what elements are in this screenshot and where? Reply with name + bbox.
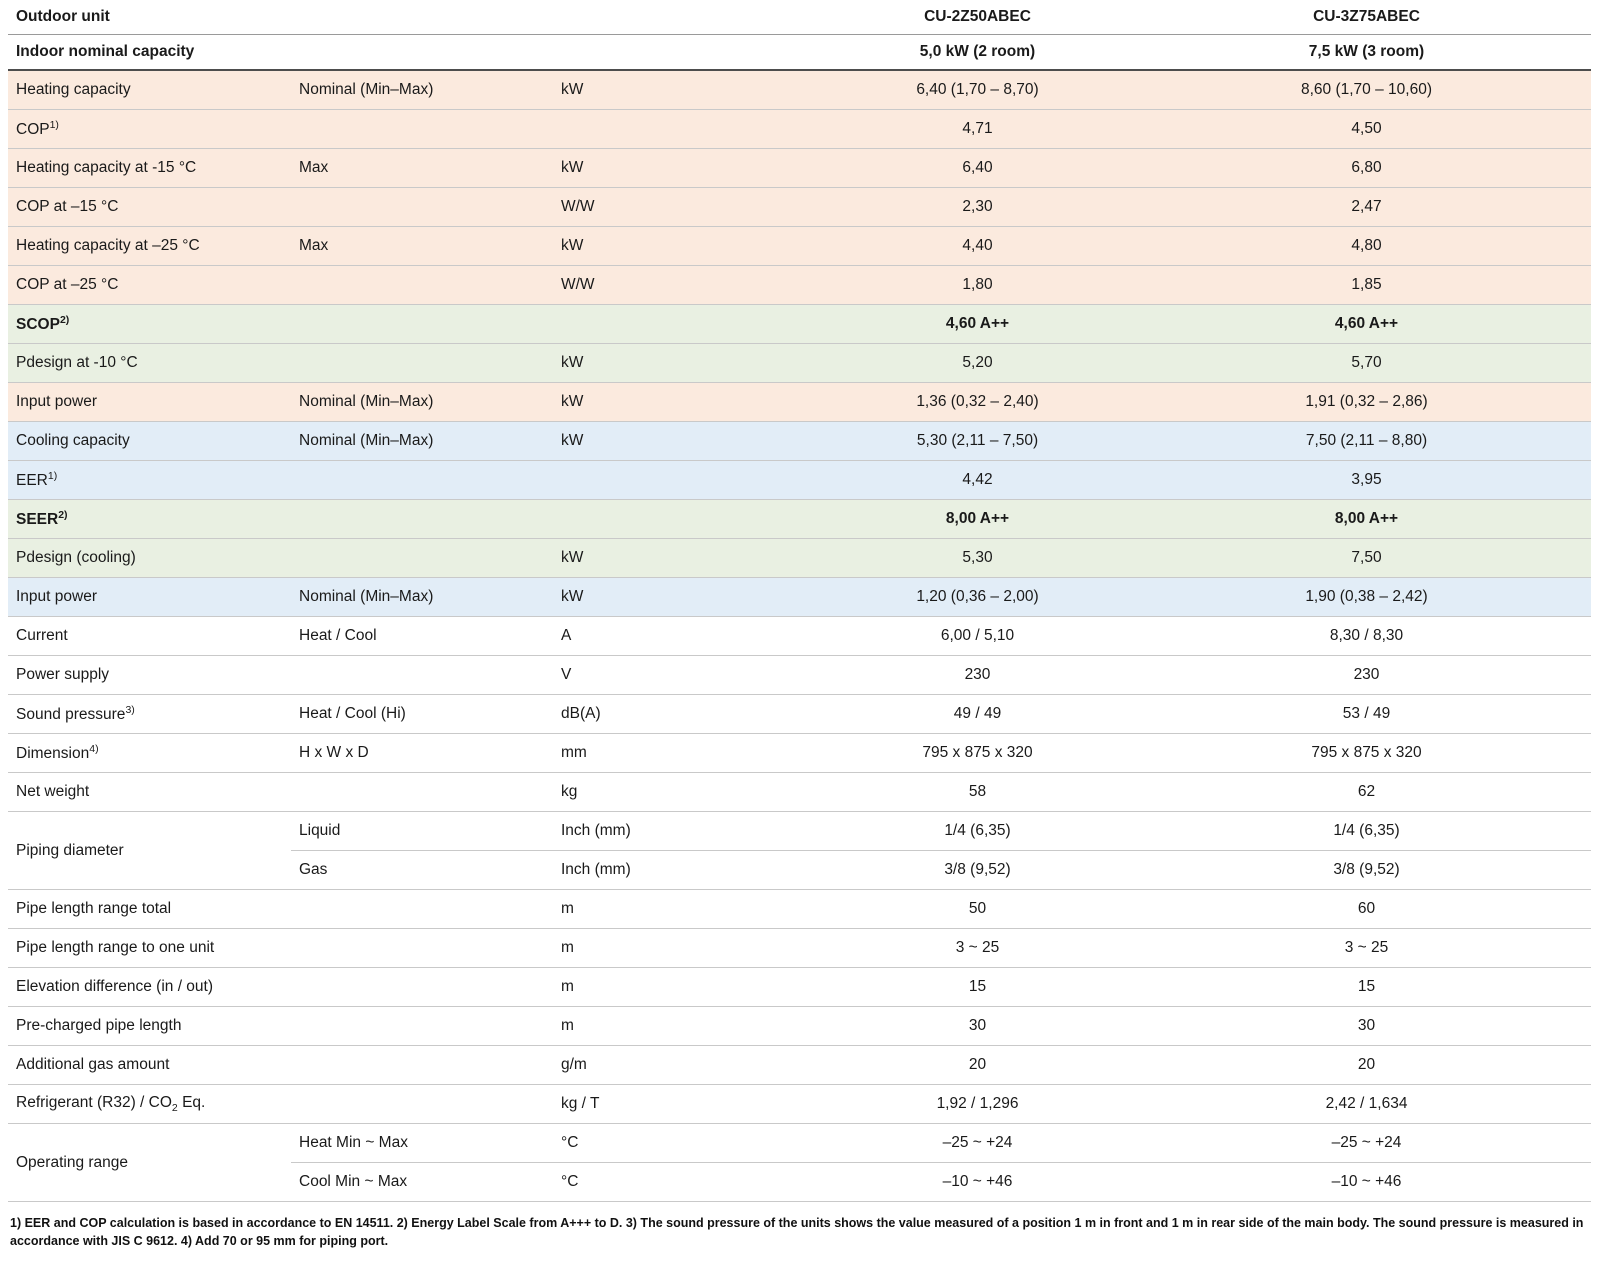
- row-label-suffix: Eq.: [177, 1093, 206, 1111]
- table-row: [8, 70, 1591, 110]
- row-value-a: 4,60 A++: [813, 305, 1138, 344]
- row-value-b: 53 / 49: [1138, 695, 1591, 734]
- row-qualifier: Gas: [291, 851, 553, 890]
- row-value-b: 1,91 (0,32 – 2,86): [1138, 383, 1591, 422]
- row-label: Pdesign at -10 °C: [8, 344, 291, 383]
- row-unit: m: [553, 968, 813, 1007]
- table-row: [8, 734, 1591, 773]
- row-qualifier: [291, 461, 553, 500]
- row-label-footnote-marker: 2): [58, 508, 68, 521]
- row-value-b: 795 x 875 x 320: [1138, 734, 1591, 773]
- row-label-cell: [8, 734, 291, 773]
- row-qualifier: [291, 110, 553, 149]
- row-value-a: 6,40 (1,70 – 8,70): [813, 70, 1138, 110]
- row-label: EER: [16, 472, 48, 490]
- row-qualifier: Max: [291, 149, 553, 188]
- table-row: [8, 461, 1591, 500]
- row-label: SEER: [16, 511, 59, 529]
- table-row: [8, 344, 1591, 383]
- row-label: Input power: [8, 578, 291, 617]
- row-value-b: 62: [1138, 773, 1591, 812]
- row-value-a: 1,36 (0,32 – 2,40): [813, 383, 1138, 422]
- row-unit: [553, 305, 813, 344]
- row-qualifier: H x W x D: [291, 734, 553, 773]
- row-unit: [553, 461, 813, 500]
- table-row: [8, 1046, 1591, 1085]
- table-row: [8, 227, 1591, 266]
- row-label: Cooling capacity: [8, 422, 291, 461]
- row-unit: m: [553, 1007, 813, 1046]
- row-label: Pipe length range to one unit: [8, 929, 291, 968]
- row-value-a: 1,80: [813, 266, 1138, 305]
- row-label-cell: [8, 110, 291, 149]
- row-unit: kW: [553, 539, 813, 578]
- header-label-indoor-capacity: Indoor nominal capacity: [8, 35, 813, 71]
- row-unit: kW: [553, 227, 813, 266]
- row-value-a: 50: [813, 890, 1138, 929]
- row-label: Net weight: [8, 773, 291, 812]
- row-value-a: 1/4 (6,35): [813, 812, 1138, 851]
- row-qualifier: [291, 656, 553, 695]
- row-qualifier: Nominal (Min–Max): [291, 422, 553, 461]
- row-value-b: –25 ~ +24: [1138, 1124, 1591, 1163]
- table-row: [8, 266, 1591, 305]
- row-value-a: 4,40: [813, 227, 1138, 266]
- table-header-row-indoor-nominal-capacity: [8, 35, 1591, 71]
- table-row: [8, 383, 1591, 422]
- row-value-a: –10 ~ +46: [813, 1163, 1138, 1202]
- row-value-a: 3 ~ 25: [813, 929, 1138, 968]
- row-unit: [553, 500, 813, 539]
- table-row: [8, 500, 1591, 539]
- row-qualifier: [291, 500, 553, 539]
- table-row: [8, 656, 1591, 695]
- row-qualifier: Nominal (Min–Max): [291, 578, 553, 617]
- row-qualifier: [291, 890, 553, 929]
- row-value-b: 20: [1138, 1046, 1591, 1085]
- row-qualifier: [291, 773, 553, 812]
- row-label-footnote-marker: 1): [47, 469, 58, 482]
- row-label: Heating capacity at –25 °C: [8, 227, 291, 266]
- row-qualifier: [291, 266, 553, 305]
- row-unit: m: [553, 929, 813, 968]
- row-qualifier: [291, 929, 553, 968]
- row-value-b: 1,85: [1138, 266, 1591, 305]
- row-label: Refrigerant (R32) / CO: [16, 1093, 172, 1111]
- row-unit: kg / T: [553, 1085, 813, 1124]
- row-value-b: 7,50 (2,11 – 8,80): [1138, 422, 1591, 461]
- table-header-row-outdoor-unit: [8, 0, 1591, 35]
- row-unit: °C: [553, 1124, 813, 1163]
- table-row: [8, 968, 1591, 1007]
- row-unit: mm: [553, 734, 813, 773]
- row-qualifier: [291, 305, 553, 344]
- row-value-b: 4,50: [1138, 110, 1591, 149]
- row-value-a: 1,92 / 1,296: [813, 1085, 1138, 1124]
- row-label: Piping diameter: [8, 812, 291, 890]
- row-unit: kW: [553, 383, 813, 422]
- table-row: [8, 188, 1591, 227]
- row-label: COP at –15 °C: [8, 188, 291, 227]
- row-value-a: 5,30 (2,11 – 7,50): [813, 422, 1138, 461]
- row-unit: Inch (mm): [553, 851, 813, 890]
- row-value-b: 8,00 A++: [1138, 500, 1591, 539]
- row-value-b: –10 ~ +46: [1138, 1163, 1591, 1202]
- row-qualifier: Nominal (Min–Max): [291, 70, 553, 110]
- row-unit: A: [553, 617, 813, 656]
- row-label-cell: [8, 461, 291, 500]
- row-qualifier: [291, 539, 553, 578]
- row-unit: kg: [553, 773, 813, 812]
- row-unit: m: [553, 890, 813, 929]
- row-label: COP at –25 °C: [8, 266, 291, 305]
- row-value-a: 1,20 (0,36 – 2,00): [813, 578, 1138, 617]
- row-unit: °C: [553, 1163, 813, 1202]
- row-unit: kW: [553, 344, 813, 383]
- row-unit: Inch (mm): [553, 812, 813, 851]
- row-label-cell: [8, 695, 291, 734]
- row-value-a: 6,40: [813, 149, 1138, 188]
- row-value-a: 3/8 (9,52): [813, 851, 1138, 890]
- table-row: [8, 1007, 1591, 1046]
- row-value-b: 2,47: [1138, 188, 1591, 227]
- header-label-outdoor-unit: Outdoor unit: [8, 0, 813, 35]
- table-row: [8, 1085, 1591, 1124]
- row-value-b: 4,60 A++: [1138, 305, 1591, 344]
- row-label-subscript: 2: [171, 1102, 178, 1115]
- row-value-b: 8,60 (1,70 – 10,60): [1138, 70, 1591, 110]
- table-row: [8, 890, 1591, 929]
- header-model-b: CU‑3Z75ABEC: [1138, 0, 1591, 35]
- header-model-a: CU‑2Z50ABEC: [813, 0, 1138, 35]
- row-value-b: 15: [1138, 968, 1591, 1007]
- row-qualifier: Nominal (Min–Max): [291, 383, 553, 422]
- row-qualifier: Heat / Cool: [291, 617, 553, 656]
- row-value-b: 230: [1138, 656, 1591, 695]
- table-row: [8, 695, 1591, 734]
- row-label-footnote-marker: 1): [49, 118, 59, 131]
- row-value-b: 30: [1138, 1007, 1591, 1046]
- row-value-a: 49 / 49: [813, 695, 1138, 734]
- row-unit: V: [553, 656, 813, 695]
- row-value-a: 8,00 A++: [813, 500, 1138, 539]
- row-label: COP: [16, 121, 50, 139]
- row-qualifier: [291, 188, 553, 227]
- row-value-b: 4,80: [1138, 227, 1591, 266]
- row-label: Power supply: [8, 656, 291, 695]
- row-value-b: 2,42 / 1,634: [1138, 1085, 1591, 1124]
- row-value-a: 30: [813, 1007, 1138, 1046]
- row-value-a: 5,20: [813, 344, 1138, 383]
- header-capacity-b: 7,5 kW (3 room): [1138, 35, 1591, 71]
- row-unit: kW: [553, 70, 813, 110]
- row-value-b: 1,90 (0,38 – 2,42): [1138, 578, 1591, 617]
- footnotes: 1) EER and COP calculation is based in accordance to EN 14511. 2) Energy Label Scale from A+++ to D. 3) The sound pressure of the units shows the value measured of a position 1 m in front and 1 m in rear side of the main body. The sound pressure is measured in accordance with JIS C 9612. 4) Add 70 or 95 mm for piping port.: [10, 1216, 1584, 1249]
- row-value-b: 8,30 / 8,30: [1138, 617, 1591, 656]
- row-label-footnote-marker: 3): [125, 703, 135, 716]
- row-qualifier: Heat / Cool (Hi): [291, 695, 553, 734]
- row-label: Pre-charged pipe length: [8, 1007, 291, 1046]
- row-value-a: 5,30: [813, 539, 1138, 578]
- table-row: [8, 617, 1591, 656]
- table-row: [8, 929, 1591, 968]
- row-label: Current: [8, 617, 291, 656]
- row-label: Additional gas amount: [8, 1046, 291, 1085]
- row-qualifier: [291, 968, 553, 1007]
- table-row: [8, 578, 1591, 617]
- row-unit: kW: [553, 422, 813, 461]
- row-label-cell: [8, 1085, 291, 1124]
- row-value-b: 7,50: [1138, 539, 1591, 578]
- row-unit: kW: [553, 578, 813, 617]
- row-value-b: 1/4 (6,35): [1138, 812, 1591, 851]
- row-unit: dB(A): [553, 695, 813, 734]
- row-value-a: 15: [813, 968, 1138, 1007]
- row-qualifier: [291, 1085, 553, 1124]
- table-row: [8, 305, 1591, 344]
- row-qualifier: Max: [291, 227, 553, 266]
- table-row: [8, 149, 1591, 188]
- row-label: Pipe length range total: [8, 890, 291, 929]
- table-row: [8, 422, 1591, 461]
- row-value-a: 58: [813, 773, 1138, 812]
- row-value-a: 20: [813, 1046, 1138, 1085]
- table-row: [8, 773, 1591, 812]
- row-label: SCOP: [16, 316, 60, 334]
- row-label: Dimension: [16, 745, 90, 763]
- row-label: Pdesign (cooling): [8, 539, 291, 578]
- table-row: [8, 539, 1591, 578]
- row-qualifier: [291, 1007, 553, 1046]
- row-label: Operating range: [8, 1124, 291, 1202]
- row-label: Heating capacity at -15 °C: [8, 149, 291, 188]
- row-value-b: 60: [1138, 890, 1591, 929]
- table-row: [8, 1124, 1591, 1163]
- table-row: [8, 812, 1591, 851]
- row-value-b: 3/8 (9,52): [1138, 851, 1591, 890]
- row-value-b: 5,70: [1138, 344, 1591, 383]
- row-unit: kW: [553, 149, 813, 188]
- row-unit: W/W: [553, 188, 813, 227]
- row-qualifier: Heat Min ~ Max: [291, 1124, 553, 1163]
- row-label: Heating capacity: [8, 70, 291, 110]
- row-value-b: 3 ~ 25: [1138, 929, 1591, 968]
- table-row: [8, 110, 1591, 149]
- row-unit: [553, 110, 813, 149]
- row-value-b: 6,80: [1138, 149, 1591, 188]
- row-value-a: 230: [813, 656, 1138, 695]
- row-label: Input power: [8, 383, 291, 422]
- row-unit: g/m: [553, 1046, 813, 1085]
- row-qualifier: [291, 1046, 553, 1085]
- row-label-footnote-marker: 4): [89, 742, 99, 755]
- row-label-footnote-marker: 2): [59, 313, 70, 326]
- row-value-a: 6,00 / 5,10: [813, 617, 1138, 656]
- row-label-cell: [8, 305, 291, 344]
- row-value-a: –25 ~ +24: [813, 1124, 1138, 1163]
- row-label: Elevation difference (in / out): [8, 968, 291, 1007]
- row-label: Sound pressure: [16, 706, 126, 724]
- row-unit: W/W: [553, 266, 813, 305]
- row-value-b: 3,95: [1138, 461, 1591, 500]
- row-qualifier: [291, 344, 553, 383]
- row-qualifier: Cool Min ~ Max: [291, 1163, 553, 1202]
- specification-table: [8, 0, 1591, 1202]
- row-value-a: 2,30: [813, 188, 1138, 227]
- row-label-cell: [8, 500, 291, 539]
- row-value-a: 4,42: [813, 461, 1138, 500]
- row-value-a: 795 x 875 x 320: [813, 734, 1138, 773]
- header-capacity-a: 5,0 kW (2 room): [813, 35, 1138, 71]
- row-qualifier: Liquid: [291, 812, 553, 851]
- row-value-a: 4,71: [813, 110, 1138, 149]
